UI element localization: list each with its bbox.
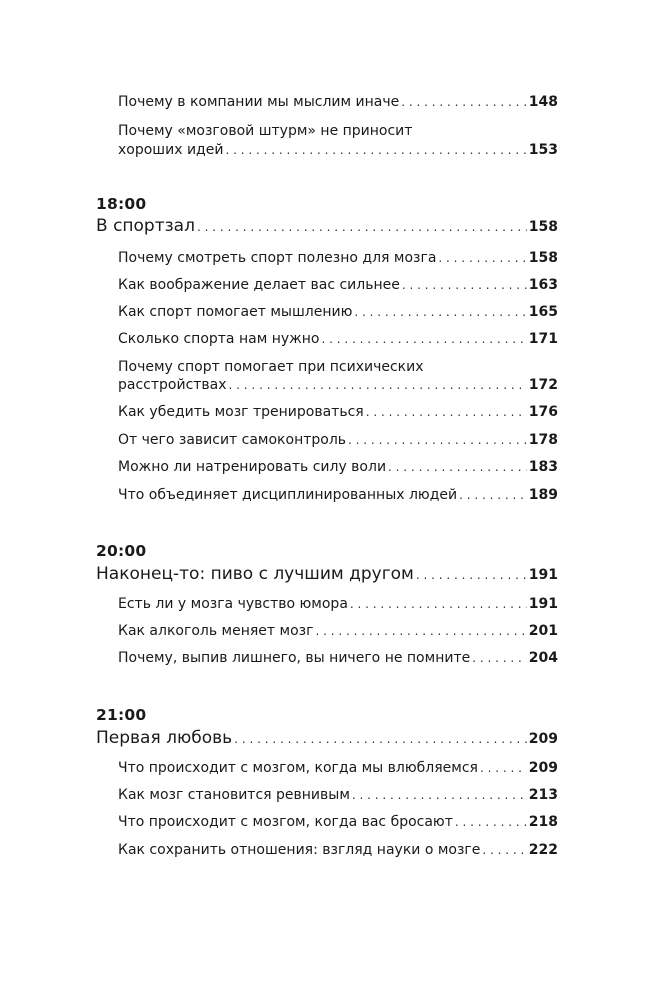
- leader-dots: [321, 332, 526, 346]
- toc-entry[interactable]: [118, 404, 558, 420]
- page-number: 191: [528, 596, 558, 612]
- page-number: 209: [528, 760, 558, 776]
- entry-title-line1: Почему «мозговой штурм» не приносит: [118, 123, 413, 139]
- entry-title-line2: хороших идей: [118, 142, 224, 158]
- page-number: 148: [528, 94, 558, 110]
- page-number: 158: [528, 219, 558, 235]
- toc-entry[interactable]: [118, 814, 558, 830]
- section-time: 20:00: [96, 542, 147, 560]
- leader-dots: [438, 251, 526, 265]
- page-number: 191: [528, 567, 558, 583]
- toc-entry[interactable]: [118, 623, 558, 639]
- leader-dots: [225, 143, 526, 157]
- leader-dots: [234, 732, 527, 746]
- chapter-title: Наконец-то: пиво с лучшим другом: [96, 564, 414, 584]
- leader-dots: [315, 624, 526, 638]
- leader-dots: [354, 305, 526, 319]
- toc-entry[interactable]: [118, 842, 558, 858]
- leader-dots: [472, 651, 527, 665]
- leader-dots: [459, 488, 527, 502]
- page-number: 204: [528, 650, 558, 666]
- leader-dots: [416, 568, 527, 582]
- leader-dots: [402, 278, 527, 292]
- entry-title: Как убедить мозг тренироваться: [118, 404, 364, 420]
- entry-title-line2: расстройствах: [118, 377, 227, 393]
- toc-entry[interactable]: [118, 142, 558, 158]
- page-number: 222: [528, 842, 558, 858]
- toc-entry[interactable]: [118, 650, 558, 666]
- leader-dots: [197, 220, 527, 234]
- entry-title: От чего зависит самоконтроль: [118, 432, 347, 448]
- entry-title-line1: Почему спорт помогает при психических: [118, 359, 424, 375]
- page-number: 176: [528, 404, 558, 420]
- page-number: 163: [528, 277, 558, 293]
- entry-title: Как сохранить отношения: взгляд науки о мозге: [118, 842, 481, 858]
- toc-entry[interactable]: [118, 432, 558, 448]
- leader-dots: [352, 788, 527, 802]
- leader-dots: [348, 433, 527, 447]
- page-number: 209: [528, 731, 558, 747]
- page-number: 165: [528, 304, 558, 320]
- entry-title: Почему, выпив лишнего, вы ничего не помните: [118, 650, 471, 666]
- page-number: 153: [528, 142, 558, 158]
- toc-entry[interactable]: [118, 304, 558, 320]
- leader-dots: [229, 378, 527, 392]
- toc-entry[interactable]: [118, 250, 558, 266]
- toc-chapter[interactable]: [96, 728, 558, 748]
- leader-dots: [388, 460, 527, 474]
- entry-title: Как спорт помогает мышлению: [118, 304, 353, 320]
- chapter-title: В спортзал: [96, 216, 195, 236]
- page-number: 213: [528, 787, 558, 803]
- toc-entry-first-line: [118, 123, 558, 139]
- leader-dots: [455, 815, 527, 829]
- entry-title: Как мозг становится ревнивым: [118, 787, 350, 803]
- page-number: 201: [528, 623, 558, 639]
- page-number: 171: [528, 331, 558, 347]
- toc-entry[interactable]: [118, 459, 558, 475]
- leader-dots: [482, 843, 526, 857]
- leader-dots: [366, 405, 527, 419]
- chapter-title: Первая любовь: [96, 728, 233, 748]
- page-number: 183: [528, 459, 558, 475]
- leader-dots: [480, 761, 527, 775]
- page-number: 218: [528, 814, 558, 830]
- toc-chapter[interactable]: [96, 216, 558, 236]
- entry-title: Что происходит с мозгом, когда мы влюбляемся: [118, 760, 478, 776]
- toc-entry[interactable]: [118, 331, 558, 347]
- entry-title: Что происходит с мозгом, когда вас бросают: [118, 814, 453, 830]
- entry-title: Есть ли у мозга чувство юмора: [118, 596, 348, 612]
- toc-entry[interactable]: [118, 94, 558, 110]
- toc-entry[interactable]: [118, 596, 558, 612]
- entry-title: Почему смотреть спорт полезно для мозга: [118, 250, 437, 266]
- toc-entry[interactable]: [118, 277, 558, 293]
- leader-dots: [350, 597, 527, 611]
- toc-entry[interactable]: [118, 377, 558, 393]
- page-number: 158: [528, 250, 558, 266]
- toc-entry-first-line: [118, 359, 558, 375]
- entry-title: Как воображение делает вас сильнее: [118, 277, 400, 293]
- entry-title: Можно ли натренировать силу воли: [118, 459, 387, 475]
- entry-title: Что объединяет дисциплинированных людей: [118, 487, 458, 503]
- entry-title: Сколько спорта нам нужно: [118, 331, 320, 347]
- section-time: 18:00: [96, 195, 147, 213]
- toc-entry[interactable]: [118, 487, 558, 503]
- leader-dots: [401, 95, 527, 109]
- toc-entry[interactable]: [118, 787, 558, 803]
- section-time: 21:00: [96, 706, 147, 724]
- entry-title: Как алкоголь меняет мозг: [118, 623, 314, 639]
- page-number: 189: [528, 487, 558, 503]
- toc-chapter[interactable]: [96, 564, 558, 584]
- page-number: 172: [528, 377, 558, 393]
- page-number: 178: [528, 432, 558, 448]
- entry-title: Почему в компании мы мыслим иначе: [118, 94, 400, 110]
- toc-entry[interactable]: [118, 760, 558, 776]
